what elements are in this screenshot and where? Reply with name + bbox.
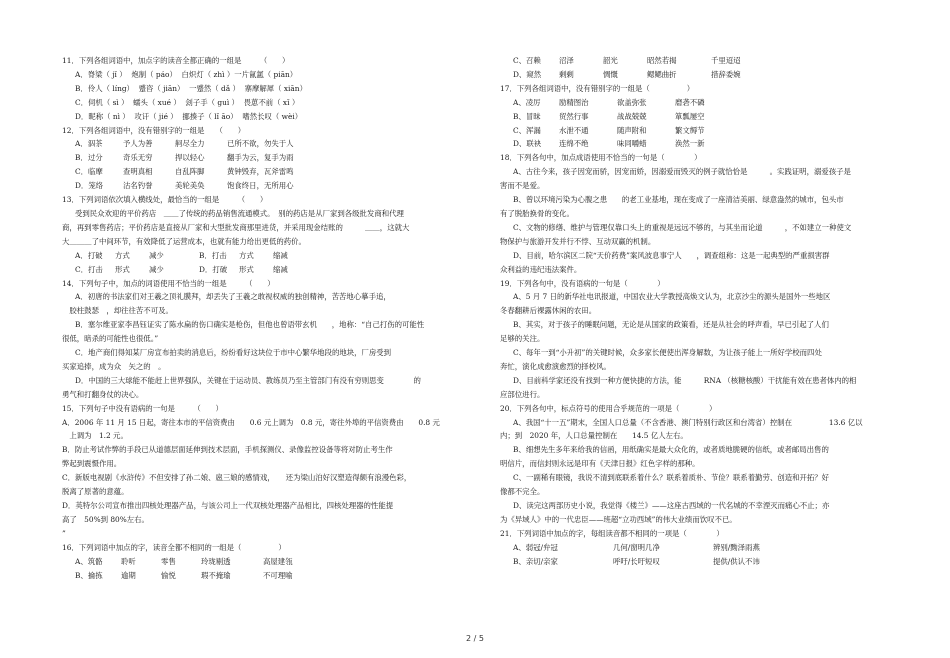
- q15-a-1: A．2006 年 11 月 15 日起，寄往本市的平信资费由 0.6 元上调为 0.8 元，寄往外埠的平信资费由 0.8 元: [62, 417, 440, 427]
- q18-stem: 18．下列各句中，加点成语使用不恰当的一句是（ ）: [500, 153, 702, 163]
- q13-c-2: 形式: [115, 264, 130, 274]
- q18-b-2: 有了脱胎换骨的变化。: [500, 208, 574, 218]
- q11-option-a: A．脊梁（ jǐ ） 炮制（ páo） 白炽灯（ zhì ）一片氤氲（ piān）: [75, 69, 298, 79]
- q13-a-2: 方式: [115, 250, 130, 260]
- q20-c-2: 像都不完全。: [500, 487, 545, 497]
- q12-d-3: 美轮美奂: [175, 181, 205, 191]
- q13-row-ab: [62, 249, 462, 263]
- q17-c-1: C、浑漏: [513, 125, 541, 135]
- q18-a-2: 害而不是爱。: [500, 181, 545, 191]
- q13-c-1: C．打击: [75, 264, 103, 274]
- right-column: [500, 54, 900, 569]
- q16-b-5: 不可理喻: [263, 570, 293, 580]
- q16-a-4: 玲珑剔透: [201, 556, 231, 566]
- q12-c-3: 自乱阵脚: [175, 167, 205, 177]
- q21-b-1: B、亲切/亲家: [513, 556, 558, 566]
- q17-b-3: 战战兢兢: [617, 111, 647, 121]
- q16-d-5: 措辞委婉: [711, 69, 741, 79]
- q13-b-3: 缩减: [273, 250, 288, 260]
- q17-c-2: 水泄不通: [559, 125, 589, 135]
- q19-c-1: C、每年一到“小升初”的关键时候，众多家长便使出浑身解数，为让孩子能上一所好学校而四处: [513, 348, 822, 358]
- q13-d-1: D．打破: [199, 264, 228, 274]
- q20-b-1: B、细想先生多年来给我的信函，用纸确实是最大众化的，或者质地脆硬的信纸，或者邮局出售的: [513, 445, 829, 455]
- q17-d-2: 连绵不绝: [559, 139, 589, 149]
- q17-a-1: A、凌厉: [513, 97, 541, 107]
- q15-b-1: B．防止考试作弊的手段已从道德层面延伸到技术层面，手机探测仪、录像监控设备等将对防止考生作: [62, 445, 393, 455]
- q13-passage-2: 商，再到零售药店；平价药店是直接从厂家和大型批发商那里进货，并采用现金结账的 ＿＿，这就大: [62, 222, 410, 232]
- q19-a-2: 冬春翻耕后裸露休闲的农田。: [500, 306, 597, 316]
- q14-c-1: C．地产商们得知某厂房宣布拍卖的消息后，纷纷看好这块位于市中心繁华地段的地块，厂房受到: [75, 348, 392, 358]
- q14-b-2: 很低，暗杀的可能性也很低。”: [62, 334, 159, 344]
- q12-b-3: 捍以轻心: [175, 153, 205, 163]
- q12-c-2: 查明真相: [123, 167, 153, 177]
- q20-a-1: A、我国“十一五”期末，全国人口总量（不含香港、澳门特别行政区和台湾省）控制在 13.6 亿以: [513, 417, 863, 427]
- q16-c-5: 千里迢迢: [711, 56, 741, 65]
- q18-d-2: 众利益的违纪违法案件。: [500, 264, 582, 274]
- q15-d-2: 高了 50%到 80%左右。: [62, 514, 149, 524]
- q11-option-c: C．伺机（ sì ） 蠕头（ xué ） 刽子手（ guì ） 畏葸不前（ xǐ ）: [75, 97, 300, 107]
- q11-option-d: D．昵称（ nì ） 攻讦（ jié ） 挪揍子（ lǐ āo） 嗜然长叹（ wèi）: [75, 111, 303, 121]
- q14-b-1: B．塞尔维亚家李昌钰证实了陈水扁的伤口确实是枪伤，但他也曾语带玄机 ，地称：“自己打伤的可能性: [75, 320, 425, 330]
- q15-stem: 15．下列句子中没有语病的一句是 （ ）: [62, 403, 223, 413]
- q16-row-c: [500, 54, 900, 68]
- q13-passage-1: 受到民众欢迎的平价药店 ＿＿了传统的药品销售流通模式。 别的药店是从厂家到各级批发商和代理: [75, 208, 404, 218]
- q14-c-2: 买家追捧，成为众 矢之的 。: [62, 361, 166, 371]
- q17-row-c: [500, 124, 900, 138]
- q13-stem: 13．下列词语依次填入横线处，最恰当的一组是 （ ）: [62, 195, 268, 205]
- q16-c-4: 昭然若揭: [647, 56, 677, 65]
- q17-c-4: 繁文缛节: [675, 125, 705, 135]
- q16-b-1: B、掄拣: [75, 570, 103, 580]
- q17-b-2: 贸然行事: [559, 111, 589, 121]
- q19-b-1: B、其实，对于孩子的睡眠问题，无论是从国家的政策看，还是从社会的呼声看，早已引起了人们: [513, 320, 829, 330]
- q19-b-2: 足够的关注。: [500, 334, 545, 344]
- q17-row-a: [500, 96, 900, 110]
- q18-d-1: D、目前，哈尔滨区二院“天价药费”案风波息事宁人 ，调查组称：这是一起典型的严重损害群: [513, 250, 830, 260]
- q16-d-3: 惆慨: [603, 69, 618, 79]
- q13-a-1: A．打破: [75, 250, 103, 260]
- q14-a-1: A．初唐的书法家们对王羲之顶礼膜拜，却丢失了王羲之敢视权威的独创精神，苦苦地心摹手追，: [75, 292, 391, 302]
- q16-d-1: D、窥然: [513, 69, 542, 79]
- q12-stem: 12．下列各组词语中，没有错别字的一组是 （ ）: [62, 125, 246, 135]
- q13-b-2: 方式: [239, 250, 254, 260]
- q12-row-a: [62, 137, 462, 151]
- q16-b-4: 瑕不掩瑜: [201, 570, 231, 580]
- q20-stem: 20．下列各句中，标点符号的使用合乎规范的一项是（ ）: [500, 403, 717, 413]
- q13-b-1: B．打击: [199, 250, 227, 260]
- q19-stem: 19．下列各句中，没有语病的一句是（ ）: [500, 278, 665, 288]
- q12-row-b: [62, 151, 462, 165]
- q21-a-2: 几何/窗明几净: [613, 542, 660, 552]
- q13-a-3: 减少: [149, 250, 164, 260]
- q21-row-b: [500, 555, 900, 569]
- q16-a-3: 零售: [161, 556, 176, 566]
- q11-option-b: B．伶人（ líng） 蹙咨（ jiān） 一蹙然（ dǎ ） 寨摩解犀（ xiān）: [75, 83, 307, 93]
- q17-c-3: 随声附和: [617, 125, 647, 135]
- q16-d-2: 剩剩: [559, 69, 574, 79]
- q15-d-1: D．英特尔公司宣布推出四核处理器产品，与该公司上一代双核处理器产品相比，四核处理器的性能提: [62, 501, 394, 510]
- q12-a-2: 予人为善: [123, 139, 153, 149]
- q12-b-2: 奇乐无穷: [123, 153, 153, 163]
- q16-c-2: 沼泽: [559, 56, 574, 65]
- q17-d-1: D、联袂: [513, 139, 542, 149]
- q12-d-4: 饱食终日，无所用心: [227, 181, 294, 191]
- q15-c-1: C．新版电视剧《水浒传》不但安排了孙二娘、扈三娘的感情戏， 还为梁山泊好汉塑造得颇有浪漫色彩，: [62, 473, 412, 483]
- q20-d-2: 为《异域人》中的一代忠臣——班超“立功西域”的伟大业绩而饮叹不已。: [500, 514, 737, 524]
- q17-b-4: 箪瓢屡空: [675, 111, 705, 121]
- q17-stem: 17．下列各组词语中，没有错别字的一组是（ ）: [500, 83, 695, 93]
- q19-d-2: 应部位进行。: [500, 389, 545, 399]
- q13-c-3: 减少: [149, 264, 164, 274]
- q12-d-1: D．笼络: [75, 181, 104, 191]
- q17-row-b: [500, 110, 900, 124]
- q18-c-1: C、文物的修缮、维护与管理仅靠口头上的重视是远远不够的，与其坐而论道 ，不如建立一种使文: [513, 222, 852, 232]
- q21-a-3: 辨别/黝泽雨燕: [713, 542, 760, 552]
- q19-d-1: D、目前科学家还没有找到一种方便快捷的方法，能 RNA （核糖核酸）干扰能有效在患者体内的相: [513, 375, 857, 385]
- q17-a-4: 磨砻不磷: [675, 97, 705, 107]
- q17-row-d: [500, 137, 900, 151]
- q17-d-3: 味同嚼蜡: [617, 139, 647, 149]
- q14-d-2: 勇气和打翻身仗的决心。: [62, 389, 144, 399]
- q21-row-a: [500, 541, 900, 555]
- q14-stem: 14．下列句子中，加点的词语使用不恰当的一组是 （ ）: [62, 278, 275, 288]
- q15-tail: ”: [62, 528, 66, 538]
- q16-b-3: 愉悦: [161, 570, 176, 580]
- q17-a-2: 励精图治: [559, 97, 589, 107]
- q12-row-c: [62, 165, 462, 179]
- q12-d-2: 沽名钓誉: [123, 181, 153, 191]
- page-number: 2 / 5: [466, 634, 484, 643]
- q16-d-4: 鳃鳃曲折: [647, 69, 677, 79]
- q21-b-2: 呼吁/长吁短叹: [613, 556, 660, 566]
- q16-row-d: [500, 68, 900, 82]
- q13-row-cd: [62, 263, 462, 277]
- q20-d-1: D、读完这两部历史小说，我觉得《楼兰》——这座古西域的一代名城的不幸湮灭而痛心不止；亦: [513, 501, 830, 510]
- q13-d-2: 形式: [239, 264, 254, 274]
- q15-a-2: 上调为 1.2 元。: [62, 431, 128, 441]
- q13-d-3: 缩减: [273, 264, 288, 274]
- q14-a-2: 胶柱鼓瑟 ，却往往苦不可及。: [62, 306, 173, 316]
- q16-c-1: C、召赖: [513, 56, 541, 65]
- q13-passage-3: 大＿＿＿了中间环节，有效降低了运营成本，也就有能力给出更低的药价。: [62, 236, 306, 246]
- q12-c-1: C．临摩: [75, 167, 103, 177]
- q15-c-2: 脱离了原著的意蕴。: [62, 487, 129, 497]
- q20-b-2: 明信片，而信封则永远是印有《天津日报》红色字样的那种。: [500, 459, 700, 469]
- q18-a-1: A、古往今来，孩子因宠而骄，因宠而娇，因溺爱而毁灭的例子就恰恰是 。实践证明，溺爱孩子是: [513, 167, 851, 177]
- q11-stem: 11．下列各组词语中，加点字的读音全都正确的一组是 （ ）: [62, 56, 290, 65]
- left-column: [62, 54, 462, 582]
- q17-b-1: B、冒昧: [513, 111, 541, 121]
- q16-row-a: [62, 555, 462, 569]
- q12-c-4: 黄钟毁弃，瓦斧雷鸣: [227, 167, 294, 177]
- q18-b-1: B、曾以环境污染为心腹之患 的老工业基地，现在变成了一座清洁美丽、绿意盎然的城市，包头市: [513, 195, 844, 205]
- q12-b-4: 翻手为云，复手为雨: [227, 153, 294, 163]
- q16-b-2: 逾期: [121, 570, 136, 580]
- q12-b-1: B．过分: [75, 153, 103, 163]
- q16-a-2: 聆听: [121, 556, 136, 566]
- q16-row-b: [62, 569, 462, 583]
- q16-a-5: 高屋建瓴: [263, 556, 293, 566]
- q15-b-2: 弊起到震慑作用。: [62, 459, 122, 469]
- q16-a-1: A、筑骼: [75, 556, 103, 566]
- q18-c-2: 物保护与旅游开发并行不悖、互动双赢的机制。: [500, 236, 656, 246]
- q12-row-d: [62, 179, 462, 193]
- q14-d-1: D．中国的三大球能不能赶上世界强队，关键在于运动员、教练员乃至主管部门有没有穷则思变 的: [75, 375, 421, 385]
- q21-stem: 21．下列词语中加点的字，每组读音都不相同的一项是（ ）: [500, 528, 724, 538]
- q17-d-4: 涣然一新: [675, 139, 705, 149]
- q19-c-2: 奔忙，演化成愈演愈烈的择校风。: [500, 361, 611, 371]
- q19-a-1: A、5 月 7 日的新华社电讯报道，中国农业大学教授高焕文认为，北京沙尘的源头是国外一些地区: [513, 292, 831, 302]
- q12-a-4: 已所不欲，勿失于人: [227, 139, 294, 149]
- q12-a-1: A．泅茶: [75, 139, 103, 149]
- q20-a-2: 内；到 2020 年，人口总量控制在 14.5 亿人左右。: [500, 431, 688, 441]
- q21-b-3: 提供/供认不讳: [713, 556, 760, 566]
- q17-a-3: 欲盖弥张: [617, 97, 647, 107]
- q12-a-3: 舸尽全力: [175, 139, 205, 149]
- q16-c-3: 韶光: [603, 56, 618, 65]
- q16-stem: 16．下列词语中加点的字，读音全都不相同的一组是（ ）: [62, 542, 286, 552]
- q21-a-1: A、弱冠/弁冠: [513, 542, 558, 552]
- q20-c-1: C、一副稀有眼镜，我说不清到底联系着什么？联系着质朴、节俭？联系着勤劳、创造和开拓？好: [513, 473, 830, 483]
